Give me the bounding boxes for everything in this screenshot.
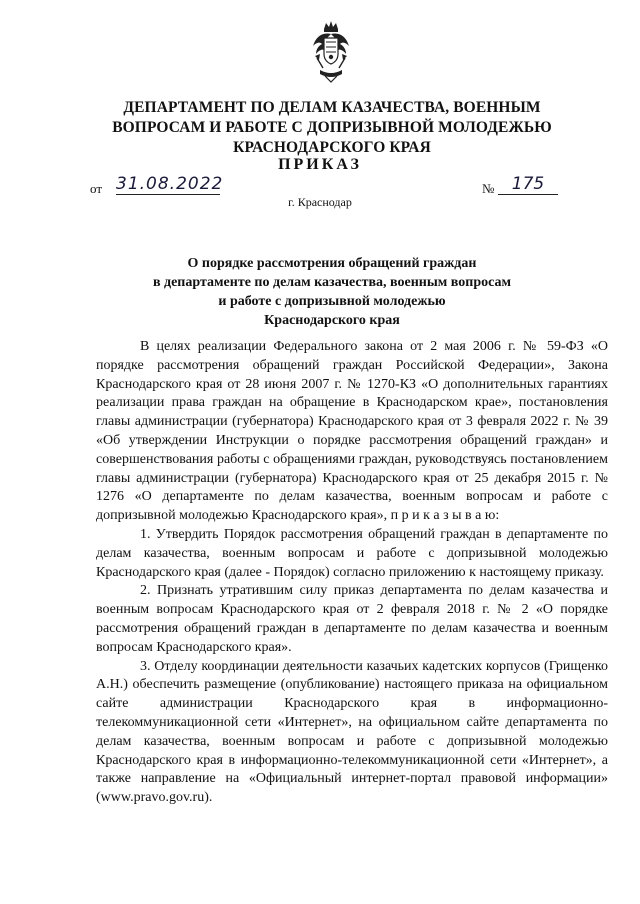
- date-value: 31.08.2022: [116, 174, 224, 194]
- title-line-4: Краснодарского края: [264, 313, 400, 328]
- organization-name: [88, 98, 576, 158]
- organization-line-3: КРАСНОДАРСКОГО КРАЯ: [233, 139, 431, 156]
- order-item-3: 3. Отделу координации деятельности казачьих кадетских корпусов (Грищенко А.Н.) обеспечить размещение (опубликование) настоящего приказа на официальном сайте администрации Краснодарского края в информационно-телекоммуникационной сети «Интернет», на официальном сайте департамента по делам казачества, военным вопросам и работе с допризывной молодежью Краснодарского края в информационно-телекоммуникационной сети «Интернет», а также направление на «Официальный интернет-портал правовой информации» (www.pravo.gov.ru).: [96, 658, 608, 806]
- document-body: [96, 338, 608, 808]
- organization-line-2: ВОПРОСАМ И РАБОТЕ С ДОПРИЗЫВНОЙ МОЛОДЕЖЬЮ: [112, 119, 552, 136]
- coat-of-arms-icon: [311, 20, 351, 84]
- order-item-2: 2. Признать утратившим силу приказ департамента по делам казачества и военным вопросам Краснодарского края от 2 февраля 2018 г. № 2 «О порядке рассмотрения обращений граждан в департаменте по делам казачества и военным вопросам Краснодарского края».: [96, 583, 608, 655]
- title-line-3: и работе с допризывной молодежью: [218, 294, 446, 309]
- intro-paragraph: В целях реализации Федерального закона от 2 мая 2006 г. № 59-ФЗ «О порядке рассмотрения обращений граждан Российской Федерации», Закона Краснодарского края от 28 июня 2007 г. № 1270-КЗ «О дополнительных гарантиях реализации права граждан на обращение в Краснодарском крае», постановления главы администрации (губернатора) Краснодарского края от 3 февраля 2022 г. № 39 «Об утверждении Инструкции о порядке рассмотрения обращений граждан» и совершенствования работы с обращениями граждан, руководствуясь постановлением главы администрации (губернатора) Краснодарского края от 25 декабря 2015 г. № 1276 «О департаменте по делам казачества, военным вопросам и работе с допризывной молодежью Краснодарского края», п р и к а з ы в а ю:: [96, 339, 608, 524]
- title-line-2: в департаменте по делам казачества, военным вопросам: [152, 275, 512, 290]
- number-value: 175: [498, 174, 558, 195]
- document-type: ПРИКАЗ: [278, 156, 362, 173]
- document-title: [110, 254, 554, 330]
- title-line-1: О порядке рассмотрения обращений граждан: [187, 256, 477, 271]
- order-item-1: 1. Утвердить Порядок рассмотрения обращений граждан в департаменте по делам казачества, военным вопросам и работе с допризывной молодежью Краснодарского края (далее - Порядок) согласно приложению к настоящему приказу.: [96, 526, 608, 580]
- city-label: г. Краснодар: [288, 195, 352, 209]
- number-label: №: [482, 181, 495, 196]
- date-label: от: [90, 181, 103, 196]
- organization-line-1: ДЕПАРТАМЕНТ ПО ДЕЛАМ КАЗАЧЕСТВА, ВОЕННЫМ: [123, 99, 541, 116]
